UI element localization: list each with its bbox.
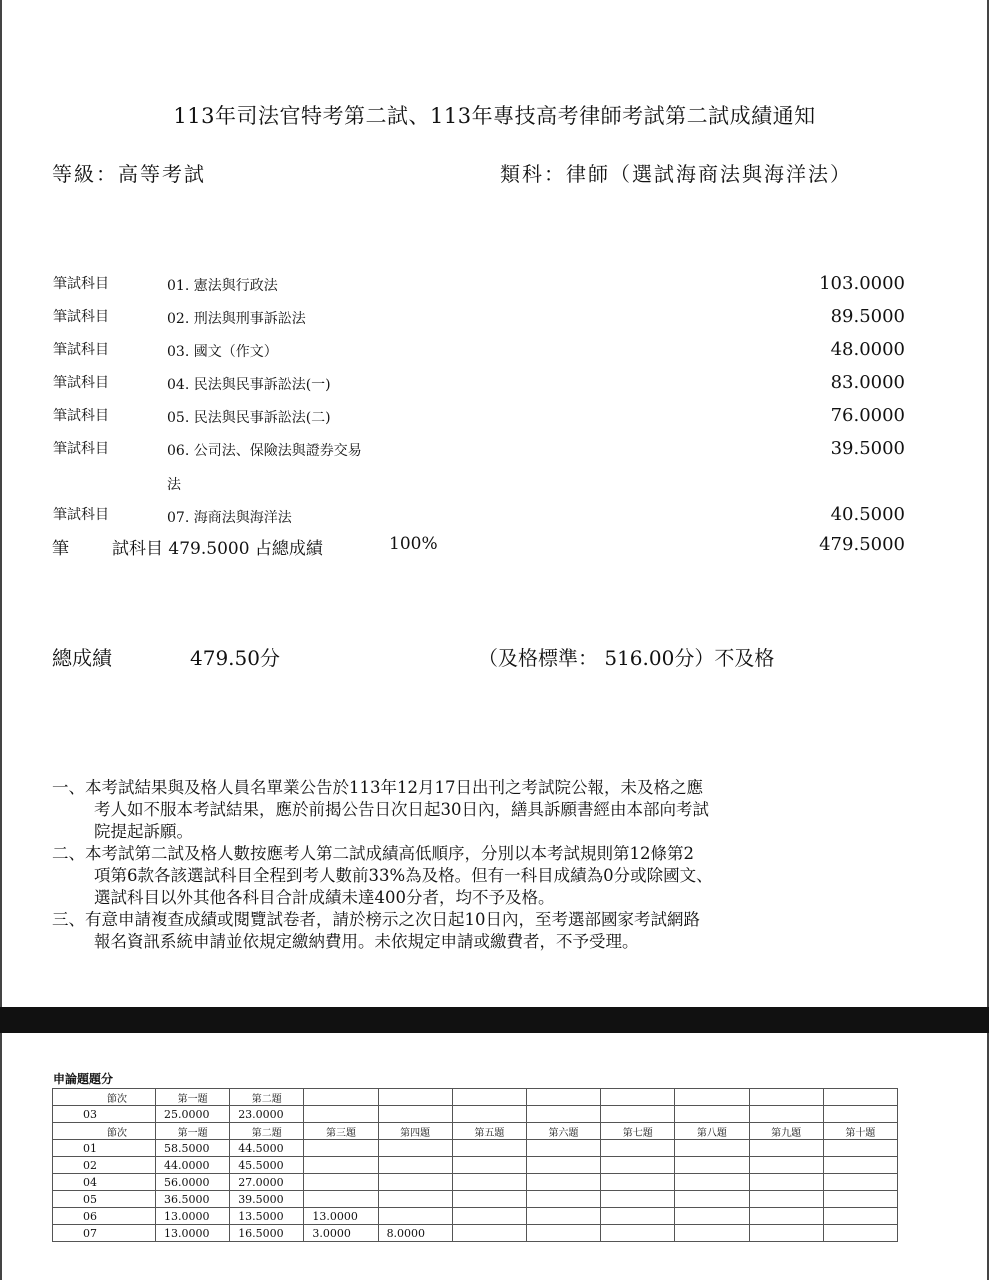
score-cell: 25.0000 [156,1106,230,1123]
note-line: 報名資訊系統申請並依規定繳納費用。未依規定申請或繳費者，不予受理。 [94,932,639,951]
subject-score: 89.5000 [830,306,905,327]
pass-standard: （及格標準： 516.00分）不及格 [478,646,775,670]
subject-name: 06. 公司法、保險法與證券交易 [167,443,362,459]
score-cell [601,1208,675,1225]
table-row [53,1140,898,1157]
score-cell [378,1089,452,1106]
score-cell: 第四題 [378,1123,452,1140]
score-cell [378,1191,452,1208]
score-cell [749,1225,823,1242]
score-cell [675,1225,749,1242]
note-line: 項第6款各該選試科目全程到考人數前33%為及格。但有一科目成績為0分或除國文、 [94,866,713,885]
subject-label: 筆試科目 [53,441,109,457]
essay-score-table [52,1088,898,1242]
score-cell [526,1140,600,1157]
score-cell [601,1140,675,1157]
score-cell: 第九題 [749,1123,823,1140]
table-row [53,1089,898,1106]
table-row [53,1208,898,1225]
session-cell: 04 [53,1174,156,1191]
score-cell [304,1089,378,1106]
written-total-text: 試科目 479.5000 占總成績 [112,539,323,559]
score-cell [749,1140,823,1157]
session-cell: 06 [53,1208,156,1225]
subject-label: 筆試科目 [53,342,109,358]
score-cell [601,1174,675,1191]
score-cell [601,1089,675,1106]
subject-label: 筆試科目 [53,276,109,292]
session-cell: 02 [53,1157,156,1174]
score-cell [823,1140,897,1157]
score-cell [601,1106,675,1123]
score-cell [749,1208,823,1225]
score-cell: 第十題 [823,1123,897,1140]
score-cell [749,1174,823,1191]
essay-table-title: 申論題題分 [53,1072,114,1086]
score-cell [378,1106,452,1123]
score-cell [823,1089,897,1106]
score-cell [675,1140,749,1157]
score-cell [304,1140,378,1157]
score-cell [749,1157,823,1174]
score-cell: 第二題 [230,1123,304,1140]
score-cell: 13.0000 [304,1208,378,1225]
score-cell [304,1106,378,1123]
score-cell: 8.0000 [378,1225,452,1242]
subject-score: 48.0000 [830,339,905,360]
score-cell: 36.5000 [156,1191,230,1208]
score-cell [526,1225,600,1242]
table-row [53,1157,898,1174]
score-cell: 3.0000 [304,1225,378,1242]
score-cell: 16.5000 [230,1225,304,1242]
score-cell [749,1106,823,1123]
subject-score: 40.5000 [830,504,905,525]
subject-name: 02. 刑法與刑事訴訟法 [167,311,306,327]
score-cell [823,1174,897,1191]
score-cell: 第二題 [230,1089,304,1106]
score-cell: 23.0000 [230,1106,304,1123]
grand-total-score: 479.50分 [190,646,280,670]
table-row [53,1191,898,1208]
score-cell: 39.5000 [230,1191,304,1208]
subject-score: 83.0000 [830,372,905,393]
score-cell [452,1089,526,1106]
exam-category: 類科：律師（選試海商法與海洋法） [500,162,852,186]
score-cell [526,1208,600,1225]
score-cell: 45.5000 [230,1157,304,1174]
score-cell [601,1157,675,1174]
table-row [53,1174,898,1191]
score-cell: 27.0000 [230,1174,304,1191]
score-cell [823,1225,897,1242]
score-cell [452,1225,526,1242]
score-cell [823,1106,897,1123]
score-cell [304,1191,378,1208]
written-total-percent: 100% [389,534,438,554]
score-cell: 44.5000 [230,1140,304,1157]
score-cell: 13.5000 [230,1208,304,1225]
subject-score: 103.0000 [819,273,905,294]
score-cell [823,1191,897,1208]
note-line: 選試科目以外其他各科目合計成績未達400分者，均不予及格。 [94,888,555,907]
note-item: 一、本考試結果與及格人員名單業公告於113年12月17日出刊之考試院公報，未及格之應 [52,778,703,797]
note-item: 三、有意申請複查成績或閱覽試卷者，請於榜示之次日起10日內，至考選部國家考試網路 [52,910,700,929]
score-cell [452,1208,526,1225]
score-cell: 56.0000 [156,1174,230,1191]
subject-name: 07. 海商法與海洋法 [167,510,292,526]
subject-score: 39.5000 [830,438,905,459]
page-title: 113年司法官特考第二試、113年專技高考律師考試第二試成績通知 [173,104,816,128]
score-cell: 第三題 [304,1123,378,1140]
score-cell [526,1191,600,1208]
exam-level: 等級：高等考試 [52,162,206,186]
score-cell [452,1174,526,1191]
table-row [53,1123,898,1140]
score-cell: 第五題 [452,1123,526,1140]
score-cell [378,1208,452,1225]
subject-score: 76.0000 [830,405,905,426]
score-cell [675,1089,749,1106]
score-cell: 第八題 [675,1123,749,1140]
score-cell [378,1157,452,1174]
session-cell: 05 [53,1191,156,1208]
score-cell [304,1157,378,1174]
table-row [53,1225,898,1242]
score-cell: 13.0000 [156,1208,230,1225]
session-cell: 節次 [53,1123,156,1140]
score-cell [452,1157,526,1174]
note-line: 院提起訴願。 [94,822,193,841]
score-cell [378,1174,452,1191]
notes-section [52,777,713,953]
note-item: 二、本考試第二試及格人數按應考人第二試成績高低順序，分別以本考試規則第12條第2 [52,844,694,863]
score-cell [526,1106,600,1123]
subject-name: 05. 民法與民事訴訟法(二) [167,410,331,426]
score-cell [526,1157,600,1174]
score-cell: 13.0000 [156,1225,230,1242]
score-cell [452,1191,526,1208]
subject-label: 筆試科目 [53,408,109,424]
score-cell [675,1174,749,1191]
score-cell [675,1208,749,1225]
score-cell [675,1106,749,1123]
note-line: 考人如不服本考試結果，應於前揭公告日次日起30日內，繕具訴願書經由本部向考試 [94,800,709,819]
subject-name-continued: 法 [167,477,181,493]
score-cell [304,1174,378,1191]
score-cell: 第七題 [601,1123,675,1140]
subject-name: 01. 憲法與行政法 [167,278,278,294]
session-cell: 03 [53,1106,156,1123]
score-cell [452,1140,526,1157]
subject-label: 筆試科目 [53,375,109,391]
score-cell [749,1089,823,1106]
score-cell: 44.0000 [156,1157,230,1174]
subject-name: 03. 國文（作文） [167,344,278,360]
score-cell [675,1157,749,1174]
score-cell [675,1191,749,1208]
score-cell: 第一題 [156,1089,230,1106]
score-cell: 第一題 [156,1123,230,1140]
session-cell: 01 [53,1140,156,1157]
grand-total-label: 總成績 [52,646,112,670]
score-cell [452,1106,526,1123]
score-cell [526,1174,600,1191]
written-total-score: 479.5000 [819,534,905,555]
session-cell: 節次 [53,1089,156,1106]
score-cell [601,1191,675,1208]
score-cell [378,1140,452,1157]
score-cell [823,1157,897,1174]
written-total-char: 筆 [52,539,69,559]
score-cell: 第六題 [526,1123,600,1140]
score-cell [526,1089,600,1106]
score-cell [749,1191,823,1208]
subject-name: 04. 民法與民事訴訟法(一) [167,377,331,393]
score-cell [823,1208,897,1225]
page-separator [0,1007,989,1033]
table-row [53,1106,898,1123]
session-cell: 07 [53,1225,156,1242]
score-cell: 58.5000 [156,1140,230,1157]
subject-label: 筆試科目 [53,507,109,523]
score-cell [601,1225,675,1242]
subject-label: 筆試科目 [53,309,109,325]
